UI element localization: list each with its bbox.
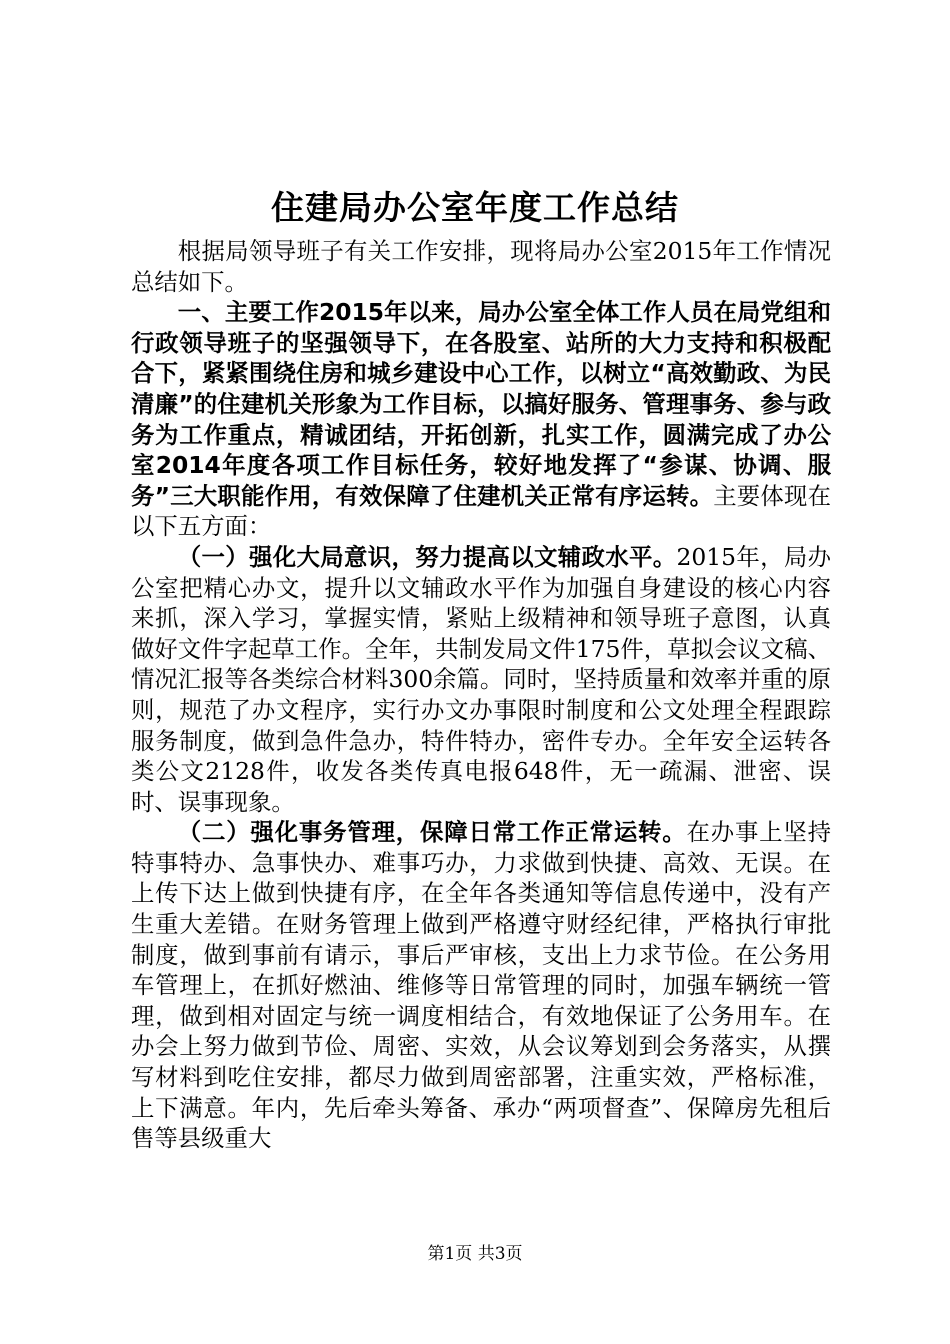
paragraph-lead: （一）强化大局意识，努力提高以文辅政水平。 xyxy=(177,542,677,571)
paragraph-main-work xyxy=(131,297,831,542)
paragraph-text: 2015年，局办公室把精心办文，提升以文辅政水平作为加强自身建设的核心内容来抓，深入学习，掌握实情，紧贴上级精神和领导班子意图，认真做好文件字起草工作。全年，共制发局文件175件，草拟会议文稿、情况汇报等各类综合材料300余篇。同时，坚持质量和效率并重的原则，规范了办文程序，实行办文办事限时制度和公文处理全程跟踪服务制度，做到急件急办，特件特办，密件专办。全年安全运转各类公文2128件，收发各类传真电报648件，无一疏漏、泄密、误时、误事现象。 xyxy=(131,542,831,816)
paragraph-text: 主要体现在以下五方面： xyxy=(131,481,832,541)
page-footer: 第1页 共3页 xyxy=(427,1244,523,1264)
page-title: 住建局办公室年度工作总结 xyxy=(271,188,679,227)
paragraph-section-2 xyxy=(131,817,831,1154)
document-body xyxy=(131,236,831,1154)
paragraph-section-1 xyxy=(131,542,831,817)
paragraph-intro xyxy=(131,236,831,297)
paragraph-text: 在办事上坚持特事特办、急事快办、难事巧办，力求做到快捷、高效、无误。在上传下达上做到快捷有序，在全年各类通知等信息传递中，没有产生重大差错。在财务管理上做到严格遵守财经纪律，严格执行审批制度，做到事前有请示，事后严审核，支出上力求节俭。在公务用车管理上，在抓好燃油、维修等日常管理的同时，加强车辆统一管理，做到相对固定与统一调度相结合，有效地保证了公务用车。在办会上努力做到节俭、周密、实效，从会议筹划到会务落实，从撰写材料到吃住安排，都尽力做到周密部署，注重实效，严格标准，上下满意。年内，先后牵头筹备、承办“两项督查”、保障房先租后售等县级重大 xyxy=(131,818,832,1153)
paragraph-lead: 一、主要工作2015年以来，局办公室全体工作人员在局党组和行政领导班子的坚强领导下，在各股室、站所的大力支持和积极配合下，紧紧围绕住房和城乡建设中心工作，以树立“高效勤政、为民清廉”的住建机关形象为工作目标，以搞好服务、管理事务、参与政务为工作重点，精诚团结，开拓创新，扎实工作，圆满完成了办公室2014年度各项工作目标任务，较好地发挥了“参谋、协调、服务”三大职能作用，有效保障了住建机关正常有序运转。 xyxy=(131,298,831,510)
paragraph-text: 根据局领导班子有关工作安排，现将局办公室2015年工作情况总结如下。 xyxy=(131,237,831,296)
paragraph-lead: （二）强化事务管理，保障日常工作正常运转。 xyxy=(177,818,687,847)
